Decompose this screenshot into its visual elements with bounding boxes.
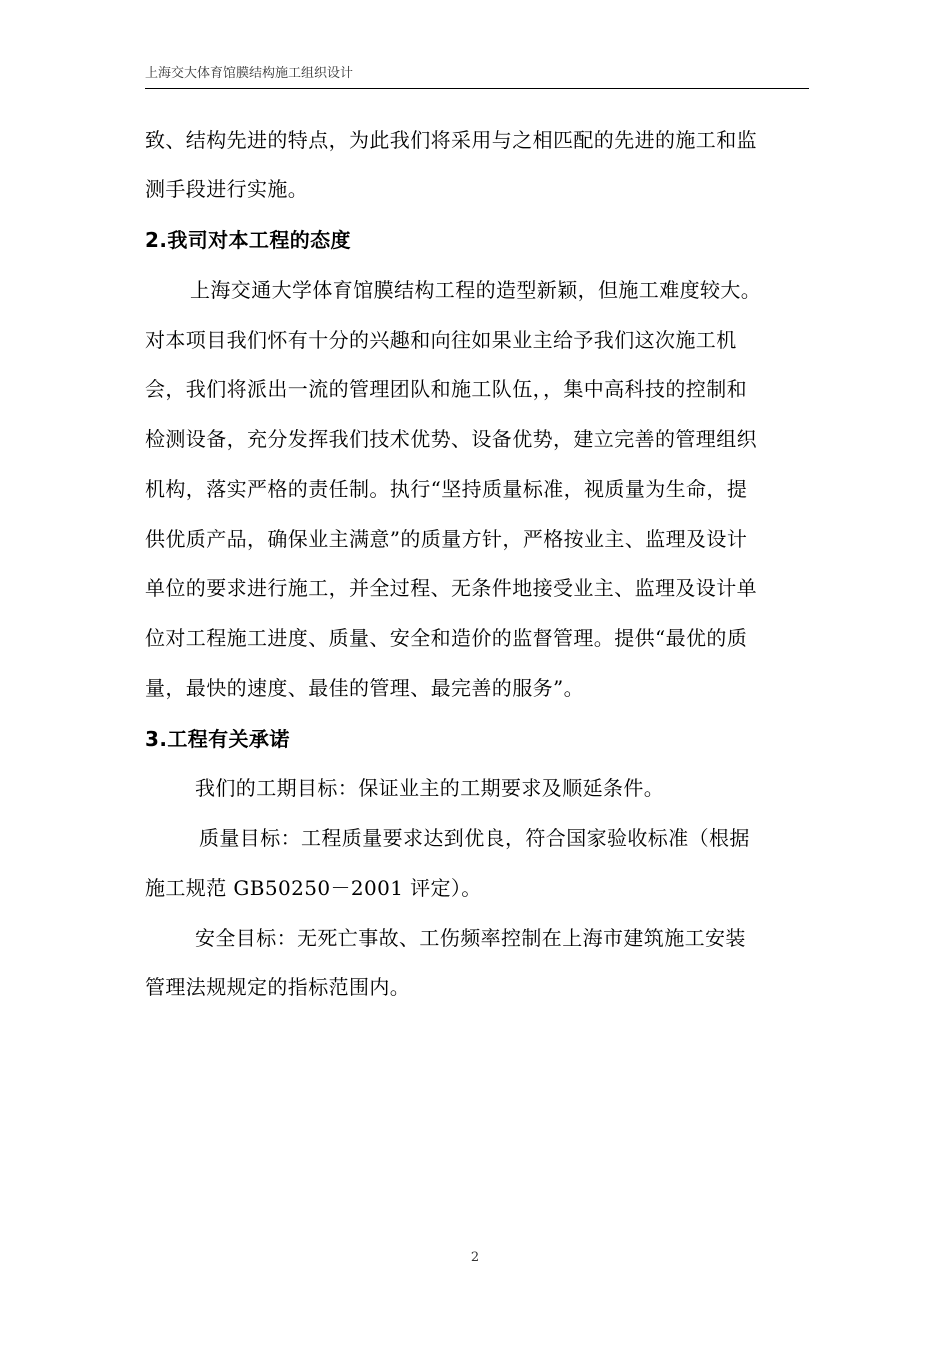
body-line: 对本项目我们怀有十分的兴趣和向往如果业主给予我们这次施工机 <box>145 328 737 352</box>
body-line: 检测设备，充分发挥我们技术优势、设备优势，建立完善的管理组织 <box>145 427 757 451</box>
body-line: 致、结构先进的特点，为此我们将采用与之相匹配的先进的施工和监 <box>145 128 757 152</box>
body-line: 施工规范 GB50250－2001 评定）。 <box>145 876 482 900</box>
body-line: 机构，落实严格的责任制。执行“坚持质量标准，视质量为生命，提 <box>145 477 748 501</box>
section-heading-3: 3.工程有关承诺 <box>145 727 290 751</box>
body-line: 上海交通大学体育馆膜结构工程的造型新颖，但施工难度较大。 <box>190 278 762 302</box>
body-line: 质量目标：工程质量要求达到优良，符合国家验收标准（根据 <box>199 826 750 850</box>
body-line: 我们的工期目标：保证业主的工期要求及顺延条件。 <box>195 776 665 800</box>
body-line: 供优质产品，确保业主满意”的质量方针，严格按业主、监理及设计 <box>145 527 748 551</box>
page-number: 2 <box>470 1250 480 1265</box>
body-line: 位对工程施工进度、质量、安全和造价的监督管理。提供“最优的质 <box>145 626 748 650</box>
header-rule <box>145 88 809 89</box>
body-line: 管理法规规定的指标范围内。 <box>145 975 411 999</box>
body-line: 测手段进行实施。 <box>145 177 309 201</box>
page-header-title: 上海交大体育馆膜结构施工组织设计 <box>145 66 354 81</box>
body-line: 单位的要求进行施工，并全过程、无条件地接受业主、监理及设计单 <box>145 576 757 600</box>
body-line: 安全目标：无死亡事故、工伤频率控制在上海市建筑施工安装 <box>195 926 746 950</box>
section-heading-2: 2.我司对本工程的态度 <box>145 228 351 252</box>
body-line: 会，我们将派出一流的管理团队和施工队伍，，集中高科技的控制和 <box>145 377 747 401</box>
body-line: 量，最快的速度、最佳的管理、最完善的服务”。 <box>145 676 585 700</box>
